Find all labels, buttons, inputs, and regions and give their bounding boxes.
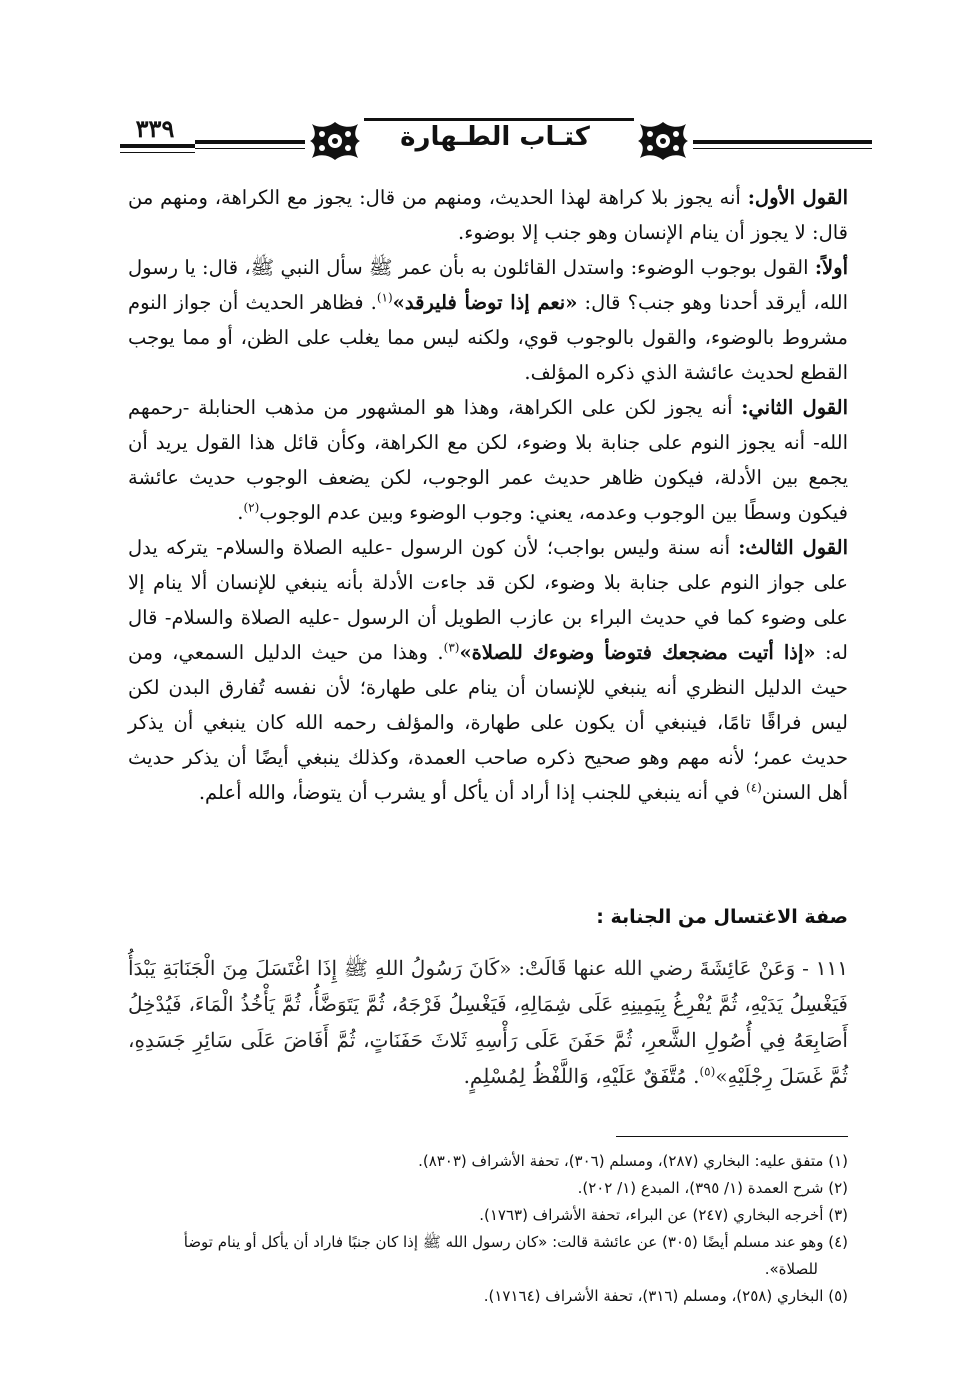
ornament-left-icon [308, 118, 362, 164]
header-rule-top [364, 118, 634, 121]
commentary-text [128, 180, 848, 810]
opinion-label: القول الثالث: [738, 536, 848, 559]
paragraph-text: القول بوجوب الوضوء: واستدل القائلون به بأن عمر ﷺ سأل النبي ﷺ، قال: يا رسول الله، أيرقد أحدنا وهو جنب؟ قال: [128, 256, 848, 314]
footnote-item: (٥) البخاري (٢٥٨)، ومسلم (٣١٦)، تحفة الأشراف (١٧١٦٤). [483, 1287, 848, 1305]
header-rule-left-short [120, 144, 195, 148]
paragraph-text: أنه يجوز لكن على الكراهة، وهذا هو المشهور من مذهب الحنابلة -رحمهم الله- أنه يجوز النوم على جنابة بلا وضوء، لكن مع الكراهة، وكأن قائل هذا القول يريد أن يجمع بين الأدلة، فيكون ظاهر حديث عمر الوجوب، لكن يضعف الوجوب حديث عائشة فيكون وسطًا بين الوجوب وعدمه، يعني: وجوب الوضوء وبين عدم الوجوب [128, 396, 848, 524]
header-rule-left [195, 140, 305, 144]
header-rule-right [693, 140, 872, 144]
page-header [120, 112, 872, 172]
header-rule-right-thin [693, 148, 872, 149]
paragraph-first-opinion [128, 180, 848, 250]
footnote-item: (٣) أخرجه البخاري (٢٤٧) عن البراء، تحفة الأشراف (١٧٦٣). [479, 1206, 848, 1224]
paragraph-text: في أنه ينبغي للجنب إذا أراد أن يأكل أو يشرب أن يتوضأ، والله أعلم. [198, 781, 747, 804]
hadith-body: ١١١ - وَعَنْ عَائِشَةَ رضي الله عنها قَالَتْ: «كَانَ رَسُولُ اللهِ ﷺ إِذَا اغْتَسَلَ مِنَ الْجَنَابَةِ يَبْدَأُ فَيَغْسِلُ يَدَيْهِ، ثُمَّ يُفْرِغُ بِيَمِينِهِ عَلَى شِمَالِهِ، فَيَغْسِلُ فَرْجَهُ، ثُمَّ يَتَوَضَّأُ، ثُمَّ يَأْخُذُ الْمَاءَ، فَيُدْخِلُ أَصَابِعَهُ فِي أُصُولِ الشَّعرِ، ثُمَّ حَفَنَ عَلَى رَأْسِهِ ثَلاثَ حَفَنَاتٍ، ثُمَّ أَفَاضَ عَلَى سَائِرِ جَسَدِهِ، ثُمَّ غَسَلَ رِجْلَيْهِ» [128, 956, 848, 1088]
paragraph-third-opinion [128, 530, 848, 810]
hadith-quote: «إذا أتيت مضجعك فتوضأ وضوءك للصلاة» [459, 641, 816, 664]
opinion-label: القول الأول: [747, 186, 848, 209]
footnote-continuation: للصلاة». [764, 1260, 818, 1278]
footnote-ref: (٤) [746, 780, 762, 795]
point-label: أولاً: [814, 256, 848, 279]
book-title: كتـاب الطـهارة [400, 122, 590, 152]
footnote-ref: (١) [376, 290, 393, 305]
footnote-item: (١) متفق عليه: البخاري (٢٨٧)، ومسلم (٣٠٦)، تحفة الأشراف (٨٣٠٣). [418, 1152, 848, 1170]
paragraph-text: . وهذا من حيث الدليل السمعي، ومن حيث الدليل النظري أنه ينبغي للإنسان أن ينام على طهارة؛ لأن نفسه تُفارق البدن لكن ليس فراقًا تامًا، فينبغي أن يكون على طهارة، والمؤلف رحمه الله كان ينبغي أن يذكر حديث عمر؛ لأنه مهم وهو صحيح ذكره صاحب العمدة، وكذلك ينبغي أيضًا أن يذكر حديث أهل السنن [128, 641, 848, 804]
paragraph-text: . فظاهر الحديث أن جواز النوم مشروط بالوضوء، والقول بالوجوب قوي، ولكنه ليس مما يغلب على الظن، أو مما يوجب القطع لحديث عائشة الذي ذكره المؤلف. [128, 291, 848, 384]
page-number: ٣٣٩ [135, 114, 175, 143]
header-rule-left-thin [195, 148, 305, 149]
footnote-ref: (٥) [699, 1064, 716, 1079]
paragraph-first-argument [128, 250, 848, 390]
footnote-item: (٤) وهو عند مسلم أيضًا (٣٠٥) عن عائشة قالت: «كان رسول الله ﷺ إذا كان جنبًا فاراد أن يأكل أو ينام توضأ [183, 1233, 848, 1251]
footnotes [128, 1148, 848, 1310]
footnote-item: (٢) شرح العمدة (١/ ٣٩٥)، المبدع (١/ ٢٠٢). [577, 1179, 848, 1197]
ornament-right-icon [636, 118, 690, 164]
hadith-text [128, 950, 848, 1094]
footnote-ref: (٣) [443, 640, 460, 655]
paragraph-text: . [237, 501, 244, 524]
hadith-quote: «نعم إذا توضأ فليرقد» [392, 291, 578, 314]
paragraph-text: أنه يجوز بلا كراهة لهذا الحديث، ومنهم من قال: يجوز مع الكراهة، ومنهم من قال: لا يجوز أن ينام الإنسان وهو جنب إلا بوضوء. [128, 186, 848, 244]
paragraph-second-opinion [128, 390, 848, 530]
hadith-attribution: . مُتَّفَقٌ عَلَيْهِ، وَاللَّفْظُ لِمُسْلِمٍ. [463, 1064, 700, 1088]
footnote-ref: (٢) [243, 500, 260, 515]
header-rule-left-short-thin [120, 152, 195, 153]
paragraph-text: أنه سنة وليس بواجب؛ لأن كون الرسول -عليه الصلاة والسلام- يتركه يدل على جواز النوم على جنابة بلا وضوء، لكن قد جاءت الأدلة بأنه ينبغي للإنسان ألا ينام إلا على وضوء كما في حديث البراء بن عازب الطويل أن الرسول -عليه الصلاة والسلام- قال له: [128, 536, 848, 664]
opinion-label: القول الثاني: [741, 396, 848, 419]
footnote-separator [616, 1136, 848, 1137]
section-heading: صفة الاغتسال من الجنابة : [596, 906, 848, 928]
